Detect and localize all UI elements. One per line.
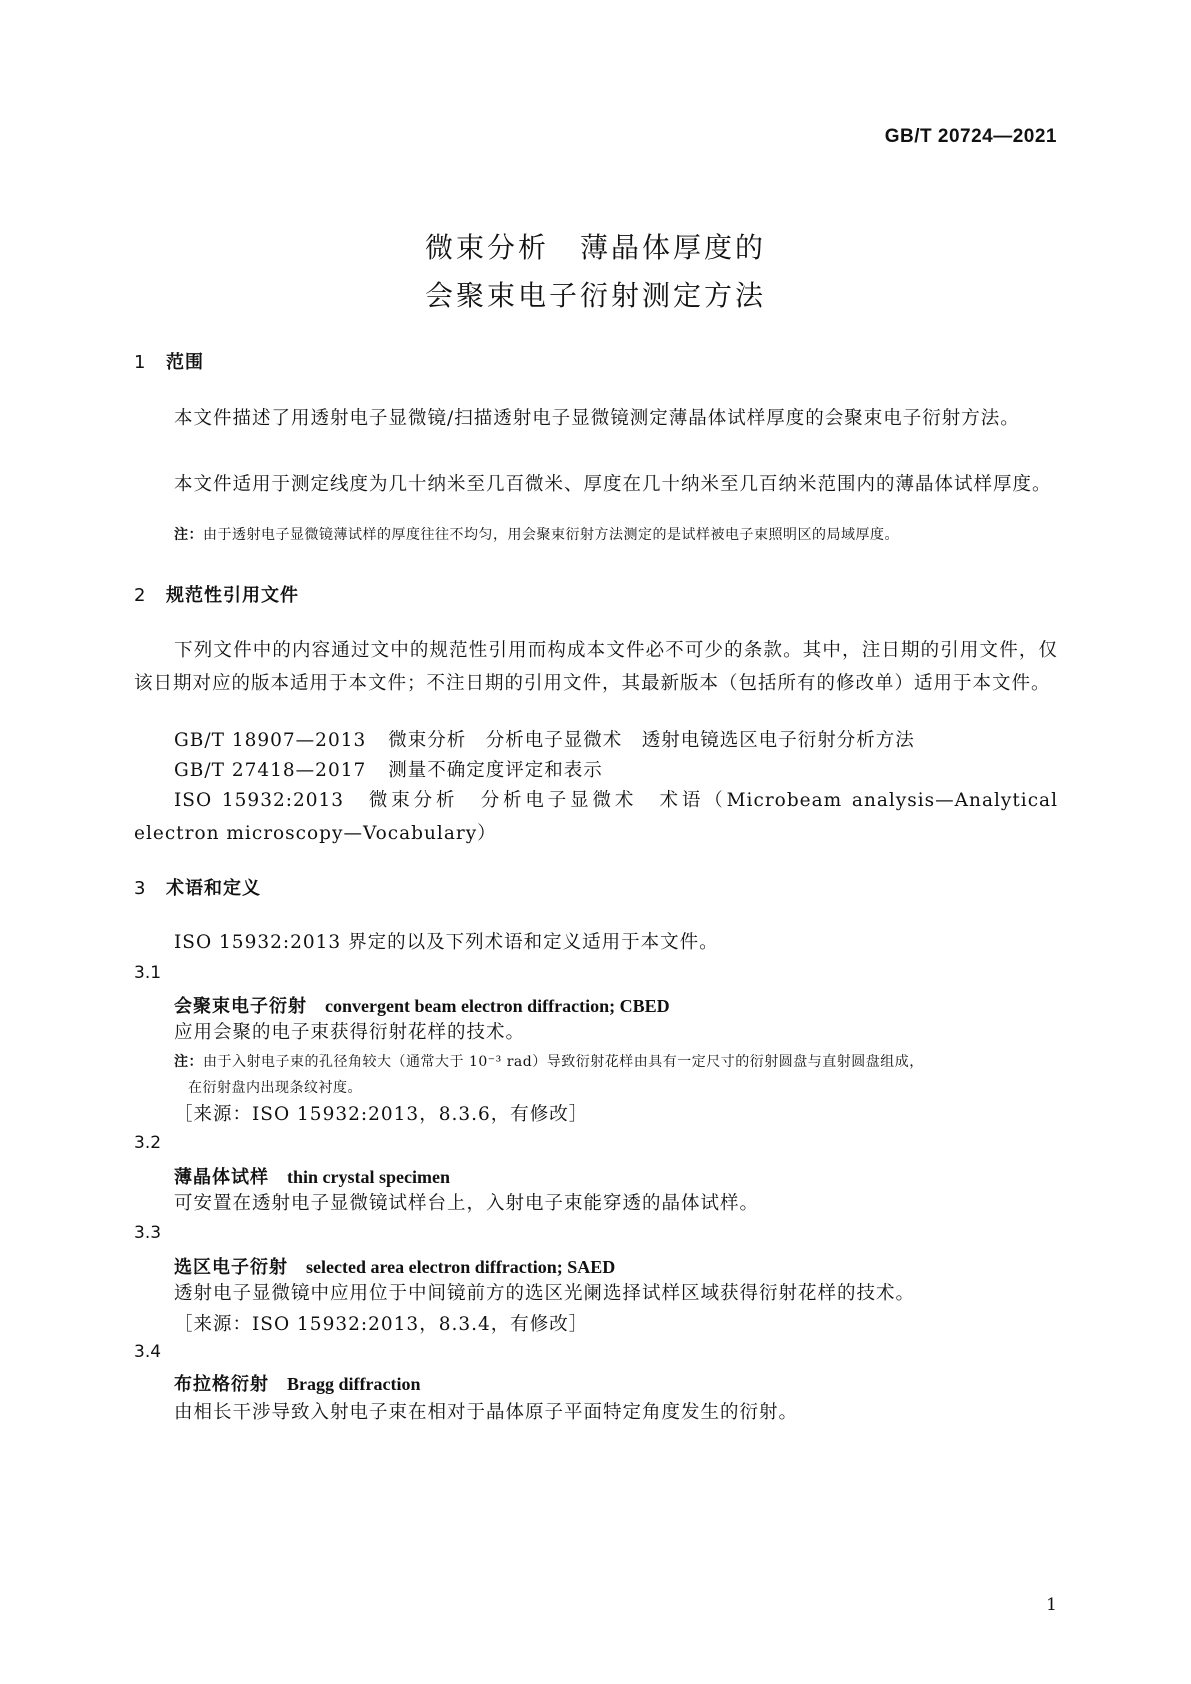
- reference-code: ISO 15932:2013: [174, 790, 345, 811]
- section-title: 术语和定义: [166, 878, 261, 899]
- page-number: 1: [1046, 1595, 1057, 1615]
- paragraph: [134, 468, 1058, 501]
- reference-code: GB/T 27418—2017: [174, 760, 367, 781]
- term-entry: [174, 992, 670, 1018]
- note-text: 由于入射电子束的孔径角较大（通常大于 10⁻³ rad）导致衍射花样由具有一定尺寸的衍射圆盘与直射圆盘组成，: [203, 1054, 924, 1070]
- term-definition: 应用会聚的电子束获得衍射花样的技术。: [174, 1022, 526, 1043]
- title-line-1: 微束分析 薄晶体厚度的: [424, 231, 766, 264]
- term-en: selected area electron diffraction; SAED: [306, 1257, 616, 1277]
- term-definition: 透射电子显微镜中应用位于中间镜前方的选区光阑选择试样区域获得衍射花样的技术。: [174, 1283, 916, 1304]
- paragraph-text: 本文件适用于测定线度为几十纳米至几百微米、厚度在几十纳米至几百纳米范围内的薄晶体试样厚度。: [174, 474, 1052, 495]
- term-source: ［来源：ISO 15932:2013，8.3.4，有修改］: [174, 1314, 589, 1335]
- term-en: thin crystal specimen: [287, 1167, 450, 1187]
- section-title: 范围: [166, 352, 204, 373]
- reference-code: GB/T 18907—2013: [174, 730, 367, 751]
- term-en: convergent beam electron diffraction; CBED: [325, 996, 670, 1016]
- term-en: Bragg diffraction: [287, 1374, 421, 1394]
- paragraph-text: 下列文件中的内容通过文中的规范性引用而构成本文件必不可少的条款。其中，注日期的引用文件，仅该日期对应的版本适用于本文件；不注日期的引用文件，其最新版本（包括所有的修改单）适用于本文件。: [134, 640, 1058, 694]
- section-number: 3: [134, 878, 147, 899]
- note-text: 由于透射电子显微镜薄试样的厚度往往不均匀，用会聚束衍射方法测定的是试样被电子束照明区的局域厚度。: [203, 527, 899, 543]
- term-number: 3.3: [134, 1223, 162, 1243]
- term-zh: 布拉格衍射: [174, 1374, 269, 1395]
- section-intro: ISO 15932:2013 界定的以及下列术语和定义适用于本文件。: [174, 932, 719, 953]
- title-line-2: 会聚束电子衍射测定方法: [424, 279, 766, 312]
- term-zh: 薄晶体试样: [174, 1167, 269, 1188]
- reference-item: [174, 724, 915, 757]
- reference-title: 微束分析 分析电子显微术 术语（Microbeam analysis—Analytical electron microscopy—Vocabulary）: [134, 790, 1058, 844]
- note-text: 在衍射盘内出现条纹衬度。: [188, 1080, 362, 1096]
- note: [174, 1049, 1058, 1075]
- reference-title: 微束分析 分析电子显微术 透射电镜选区电子衍射分析方法: [388, 730, 915, 751]
- term-zh: 选区电子衍射: [174, 1257, 288, 1278]
- section-number: 2: [134, 585, 147, 606]
- section-2-heading: [134, 581, 299, 607]
- term-number: 3.1: [134, 963, 162, 983]
- paragraph: [134, 402, 1058, 435]
- section-number: 1: [134, 352, 147, 373]
- paragraph-text: 本文件描述了用透射电子显微镜/扫描透射电子显微镜测定薄晶体试样厚度的会聚束电子衍射方法。: [174, 408, 1020, 429]
- term-number: 3.2: [134, 1133, 162, 1153]
- reference-item: [134, 784, 1058, 850]
- term-entry: [174, 1163, 450, 1189]
- note-label: 注：: [174, 527, 203, 543]
- section-1-heading: [134, 348, 204, 374]
- standard-code: GB/T 20724—2021: [884, 126, 1057, 147]
- section-title: 规范性引用文件: [166, 585, 299, 606]
- term-source: ［来源：ISO 15932:2013，8.3.6，有修改］: [174, 1104, 589, 1125]
- reference-item: [174, 754, 603, 787]
- paragraph: [134, 634, 1058, 700]
- reference-title: 测量不确定度评定和表示: [388, 760, 603, 781]
- term-entry: [174, 1253, 615, 1279]
- term-zh: 会聚束电子衍射: [174, 996, 307, 1017]
- term-definition: 可安置在透射电子显微镜试样台上，入射电子束能穿透的晶体试样。: [174, 1193, 760, 1214]
- term-entry: [174, 1370, 420, 1396]
- term-number: 3.4: [134, 1342, 162, 1362]
- term-definition: 由相长干涉导致入射电子束在相对于晶体原子平面特定角度发生的衍射。: [174, 1402, 799, 1423]
- note-label: 注：: [174, 1054, 203, 1070]
- note: [174, 522, 1058, 548]
- section-3-heading: [134, 874, 261, 900]
